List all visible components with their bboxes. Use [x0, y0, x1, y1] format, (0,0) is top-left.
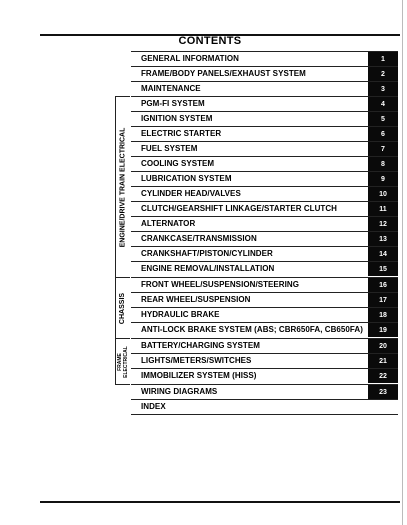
- section-number-tab: 9: [368, 172, 398, 186]
- group-engine-drive-train: [115, 96, 130, 278]
- toc-row[interactable]: [131, 216, 398, 231]
- group-chassis: [115, 277, 130, 339]
- toc-row[interactable]: [131, 307, 398, 322]
- toc-row[interactable]: [131, 353, 398, 368]
- toc-label: WIRING DIAGRAMS: [141, 387, 218, 396]
- section-number-tab: 23: [368, 385, 398, 399]
- toc-row[interactable]: [131, 231, 398, 246]
- page-title: CONTENTS: [178, 35, 242, 47]
- toc-label: CRANKSHAFT/PISTON/CYLINDER: [141, 249, 273, 258]
- toc-label: FRONT WHEEL/SUSPENSION/STEERING: [141, 280, 300, 289]
- toc-label: CLUTCH/GEARSHIFT LINKAGE/STARTER CLUTCH: [141, 204, 338, 213]
- section-number-tab: 19: [368, 323, 398, 337]
- toc-row[interactable]: [131, 201, 398, 216]
- section-number-tab: 10: [368, 187, 398, 201]
- toc-row-index[interactable]: [131, 399, 398, 415]
- toc-label: ENGINE REMOVAL/INSTALLATION: [141, 264, 275, 273]
- toc-label: COOLING SYSTEM: [141, 159, 215, 168]
- toc-label: REAR WHEEL/SUSPENSION: [141, 295, 251, 304]
- toc-row[interactable]: [131, 156, 398, 171]
- toc-label: FUEL SYSTEM: [141, 144, 198, 153]
- toc-label: ALTERNATOR: [141, 219, 196, 228]
- toc-label: HYDRAULIC BRAKE: [141, 310, 220, 319]
- toc-row[interactable]: [131, 338, 398, 353]
- section-number-tab: 8: [368, 157, 398, 171]
- toc-label: ANTI-LOCK BRAKE SYSTEM (ABS; CBR650FA, CB650FA): [141, 325, 363, 334]
- section-number-tab: 21: [368, 354, 398, 368]
- section-number-tab: 12: [368, 217, 398, 231]
- section-number-tab: 16: [368, 278, 398, 292]
- toc-label: INDEX: [141, 402, 166, 411]
- toc-label: LUBRICATION SYSTEM: [141, 174, 232, 183]
- section-number-tab: 1: [368, 52, 398, 66]
- toc-row[interactable]: [131, 277, 398, 292]
- section-number-tab: 20: [368, 339, 398, 353]
- toc-row[interactable]: [131, 66, 398, 81]
- section-number-tab: 2: [368, 67, 398, 81]
- section-number-tab: 4: [368, 97, 398, 111]
- section-number-tab: 22: [368, 369, 398, 383]
- toc-label: PGM-FI SYSTEM: [141, 99, 205, 108]
- toc-label: CRANKCASE/TRANSMISSION: [141, 234, 257, 243]
- toc-label: LIGHTS/METERS/SWITCHES: [141, 356, 252, 365]
- toc-row[interactable]: [131, 384, 398, 399]
- toc-row[interactable]: [131, 368, 398, 383]
- section-number-tab: 15: [368, 262, 398, 276]
- section-number-tab: 11: [368, 202, 398, 216]
- toc-row[interactable]: [131, 261, 398, 276]
- toc-label: FRAME/BODY PANELS/EXHAUST SYSTEM: [141, 69, 306, 78]
- toc-row[interactable]: [131, 292, 398, 307]
- bottom-rule: [40, 501, 400, 503]
- group-frame-electrical: [115, 338, 130, 385]
- toc-row[interactable]: [131, 322, 398, 337]
- toc-label: IGNITION SYSTEM: [141, 114, 213, 123]
- toc-row[interactable]: [131, 111, 398, 126]
- toc-row[interactable]: [131, 171, 398, 186]
- section-number-tab: 5: [368, 112, 398, 126]
- toc-row[interactable]: [131, 51, 398, 66]
- page-edge: [402, 0, 403, 525]
- toc-row[interactable]: [131, 96, 398, 111]
- toc-row[interactable]: [131, 81, 398, 96]
- section-number-tab: 13: [368, 232, 398, 246]
- section-number-tab: 18: [368, 308, 398, 322]
- toc-label: IMMOBILIZER SYSTEM (HISS): [141, 371, 257, 380]
- section-number-tab: 3: [368, 82, 398, 96]
- section-number-tab: 17: [368, 293, 398, 307]
- group-label-chassis: CHASSIS: [119, 292, 127, 324]
- toc-label: CYLINDER HEAD/VALVES: [141, 189, 241, 198]
- toc-row[interactable]: [131, 141, 398, 156]
- section-number-tab: 14: [368, 247, 398, 261]
- toc-row[interactable]: [131, 186, 398, 201]
- group-label-frame-electrical: FRAME ELECTRICAL: [117, 345, 130, 378]
- toc-label: MAINTENANCE: [141, 84, 201, 93]
- toc-row[interactable]: [131, 246, 398, 261]
- section-number-tab: 7: [368, 142, 398, 156]
- toc-label: BATTERY/CHARGING SYSTEM: [141, 341, 260, 350]
- group-label-engine: ENGINE/DRIVE TRAIN ELECTRICAL: [119, 127, 127, 247]
- toc-label: GENERAL INFORMATION: [141, 54, 239, 63]
- toc-row[interactable]: [131, 126, 398, 141]
- section-number-tab: 6: [368, 127, 398, 141]
- toc-label: ELECTRIC STARTER: [141, 129, 222, 138]
